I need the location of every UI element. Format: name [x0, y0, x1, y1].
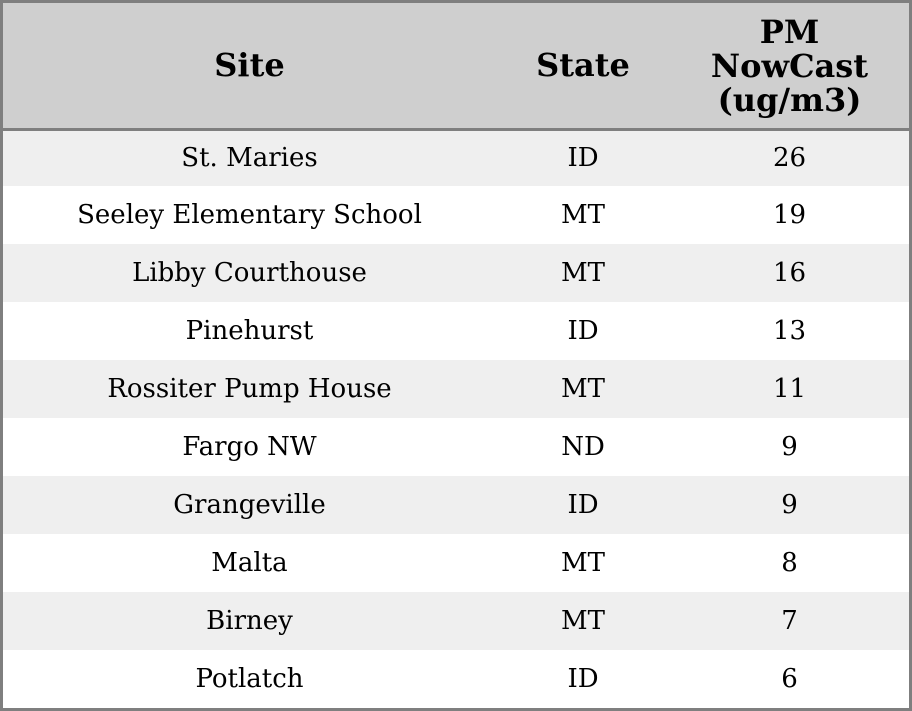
cell-site: Birney	[206, 606, 293, 636]
cell-state: ID	[567, 490, 599, 520]
table-row	[3, 534, 909, 592]
cell-site: Fargo NW	[182, 432, 317, 462]
table-row	[3, 650, 909, 707]
header-state: State	[496, 3, 670, 129]
cell-site: Pinehurst	[185, 316, 314, 346]
cell-site: Potlatch	[195, 663, 304, 694]
cell-state: ID	[567, 663, 599, 694]
header-site: Site	[3, 3, 496, 129]
cell-pm-nowcast: 16	[772, 258, 807, 288]
table-row	[3, 592, 909, 650]
table-row	[3, 244, 909, 302]
cell-site: Libby Courthouse	[132, 258, 367, 288]
cell-state: MT	[561, 258, 605, 288]
header-pm-nowcast	[670, 3, 909, 129]
cell-state: MT	[561, 548, 605, 578]
cell-pm-nowcast: 26	[772, 143, 807, 174]
cell-state: MT	[561, 374, 605, 404]
cell-site: Rossiter Pump House	[107, 374, 392, 404]
cell-site: Malta	[211, 548, 288, 578]
table-body	[3, 129, 909, 707]
table-row	[3, 360, 909, 418]
cell-pm-nowcast: 11	[772, 374, 807, 404]
header-pm-line3: (ug/m3)	[717, 81, 862, 120]
table-row	[3, 186, 909, 244]
header-pm-line2: NowCast	[710, 47, 869, 86]
cell-pm-nowcast: 19	[772, 200, 807, 230]
cell-state: ND	[561, 432, 605, 462]
table-row	[3, 129, 909, 186]
cell-state: ID	[567, 143, 599, 174]
cell-state: MT	[561, 200, 605, 230]
table-header	[3, 3, 909, 129]
pm-nowcast-table	[3, 3, 909, 707]
cell-pm-nowcast: 7	[781, 606, 798, 636]
table-row	[3, 476, 909, 534]
cell-site: St. Maries	[181, 143, 318, 174]
cell-site: Grangeville	[173, 490, 326, 520]
cell-state: ID	[567, 316, 599, 346]
cell-pm-nowcast: 6	[781, 663, 798, 694]
cell-pm-nowcast: 13	[772, 316, 807, 346]
cell-state: MT	[561, 606, 605, 636]
table-row	[3, 302, 909, 360]
cell-pm-nowcast: 8	[781, 548, 798, 578]
cell-pm-nowcast: 9	[781, 432, 798, 462]
header-row	[3, 3, 909, 129]
cell-pm-nowcast: 9	[781, 490, 798, 520]
cell-site: Seeley Elementary School	[77, 200, 422, 230]
header-pm-line1: PM	[759, 13, 820, 52]
table-row	[3, 418, 909, 476]
